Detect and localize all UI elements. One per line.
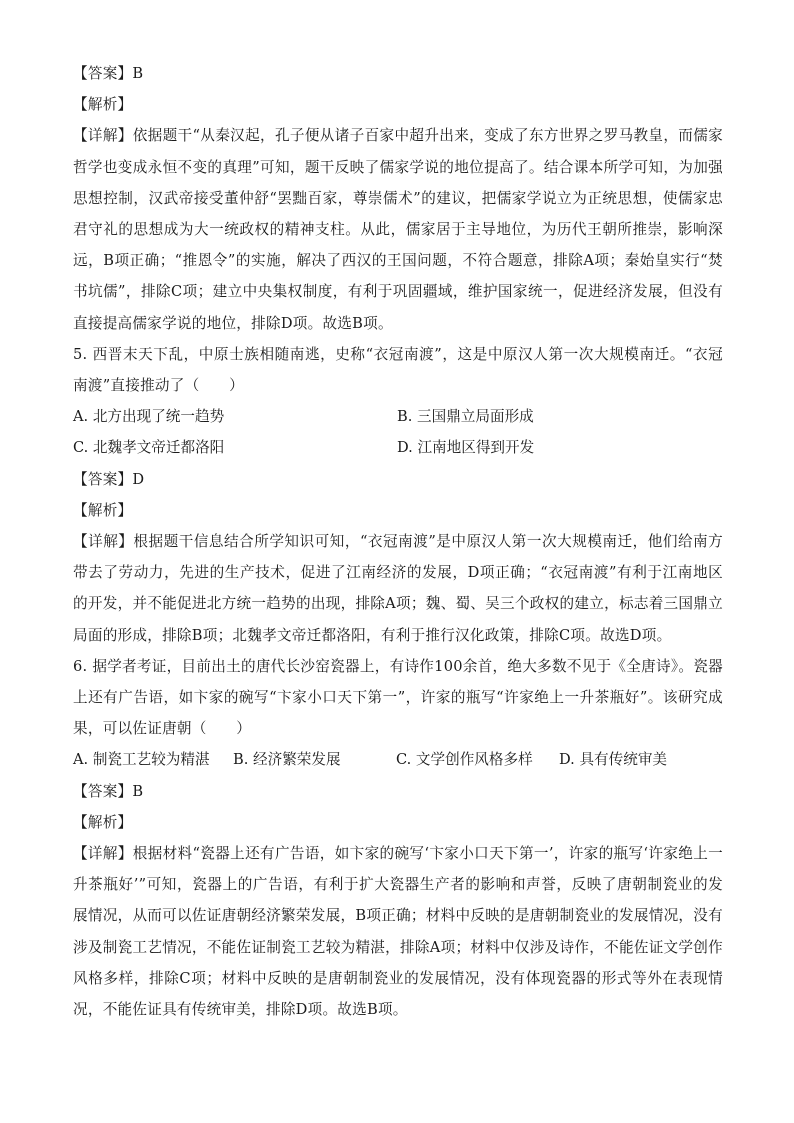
option-d: D. 江南地区得到开发 (397, 439, 535, 457)
option-c: C. 文学创作风格多样 (396, 751, 533, 769)
question-6-stem: 6. 据学者考证，目前出土的唐代长沙窑瓷器上，有诗作100余首，绝大多数不见于《全唐诗》。瓷器上还有广告语，如卞家的碗写“卞家小口天下第一”，许家的瓶写“许家绝上一升茶瓶好”。该研究成果，可以佐证唐朝（ ） (73, 657, 723, 738)
document-page (73, 58, 723, 1025)
option-b: B. 经济繁荣发展 (233, 751, 341, 769)
answer-label: 【答案】B (73, 782, 144, 800)
detail-paragraph: 【详解】根据材料“瓷器上还有广告语，如卞家的碗写‘卞家小口天下第一’，许家的瓶写‘许家绝上一升茶瓶好’”可知，瓷器上的广告语，有利于扩大瓷器生产者的影响和声誉，反映了唐朝制瓷业的发展情况，从而可以佐证唐朝经济繁荣发展，B项正确；材料中反映的是唐朝制瓷业的发展情况，没有涉及制瓷工艺情况，不能佐证制瓷工艺较为精湛，排除A项；材料中仅涉及诗作，不能佐证文学创作风格多样，排除C项；材料中反映的是唐朝制瓷业的发展情况，没有体现瓷器的形式等外在表现情况，不能佐证具有传统审美，排除D项。故选B项。 (73, 844, 723, 1018)
detail-paragraph: 【详解】依据题干“从秦汉起，孔子便从诸子百家中超升出来，变成了东方世界之罗马教皇，而儒家哲学也变成永恒不变的真理”可知，题干反映了儒家学说的地位提高了。结合课本所学可知，为加强思想控制，汉武帝接受董仲舒“罢黜百家，尊崇儒术”的建议，把儒家学说立为正统思想，使儒家忠君守礼的思想成为大一统政权的精神支柱。从此，儒家居于主导地位，为历代王朝所推崇，影响深远，B项正确；“推恩令”的实施，解决了西汉的王国问题，不符合题意，排除A项；秦始皇实行“焚书坑儒”，排除C项；建立中央集权制度，有利于巩固疆域，维护国家统一，促进经济发展，但没有直接提高儒家学说的地位，排除D项。故选B项。 (73, 127, 723, 332)
question-5-stem: 5. 西晋末天下乱，中原士族相随南逃，史称“衣冠南渡”，这是中原汉人第一次大规模南迁。“衣冠南渡”直接推动了（ ） (73, 345, 723, 394)
question-6-options-row (73, 744, 723, 775)
option-a: A. 北方出现了统一趋势 (73, 408, 225, 426)
option-d: D. 具有传统审美 (559, 751, 668, 769)
analysis-label: 【解析】 (73, 813, 133, 831)
answer-label: 【答案】B (73, 65, 144, 82)
answer-label: 【答案】D (73, 470, 145, 488)
analysis-label: 【解析】 (73, 96, 133, 114)
option-c: C. 北魏孝文帝迁都洛阳 (73, 439, 225, 457)
analysis-label: 【解析】 (73, 501, 133, 519)
option-a: A. 制瓷工艺较为精湛 (73, 751, 210, 769)
option-b: B. 三国鼎立局面形成 (397, 408, 534, 426)
question-5-options-row-2 (73, 432, 723, 463)
detail-paragraph: 【详解】根据题干信息结合所学知识可知，“衣冠南渡”是中原汉人第一次大规模南迁，他们给南方带去了劳动力，先进的生产技术，促进了江南经济的发展，D项正确；“衣冠南渡”有利于江南地区的开发，并不能促进北方统一趋势的出现，排除A项；魏、蜀、吴三个政权的建立，标志着三国鼎立局面的形成，排除B项；北魏孝文帝迁都洛阳，有利于推行汉化政策，排除C项。故选D项。 (73, 532, 723, 644)
question-5-options-row-1 (73, 401, 723, 432)
